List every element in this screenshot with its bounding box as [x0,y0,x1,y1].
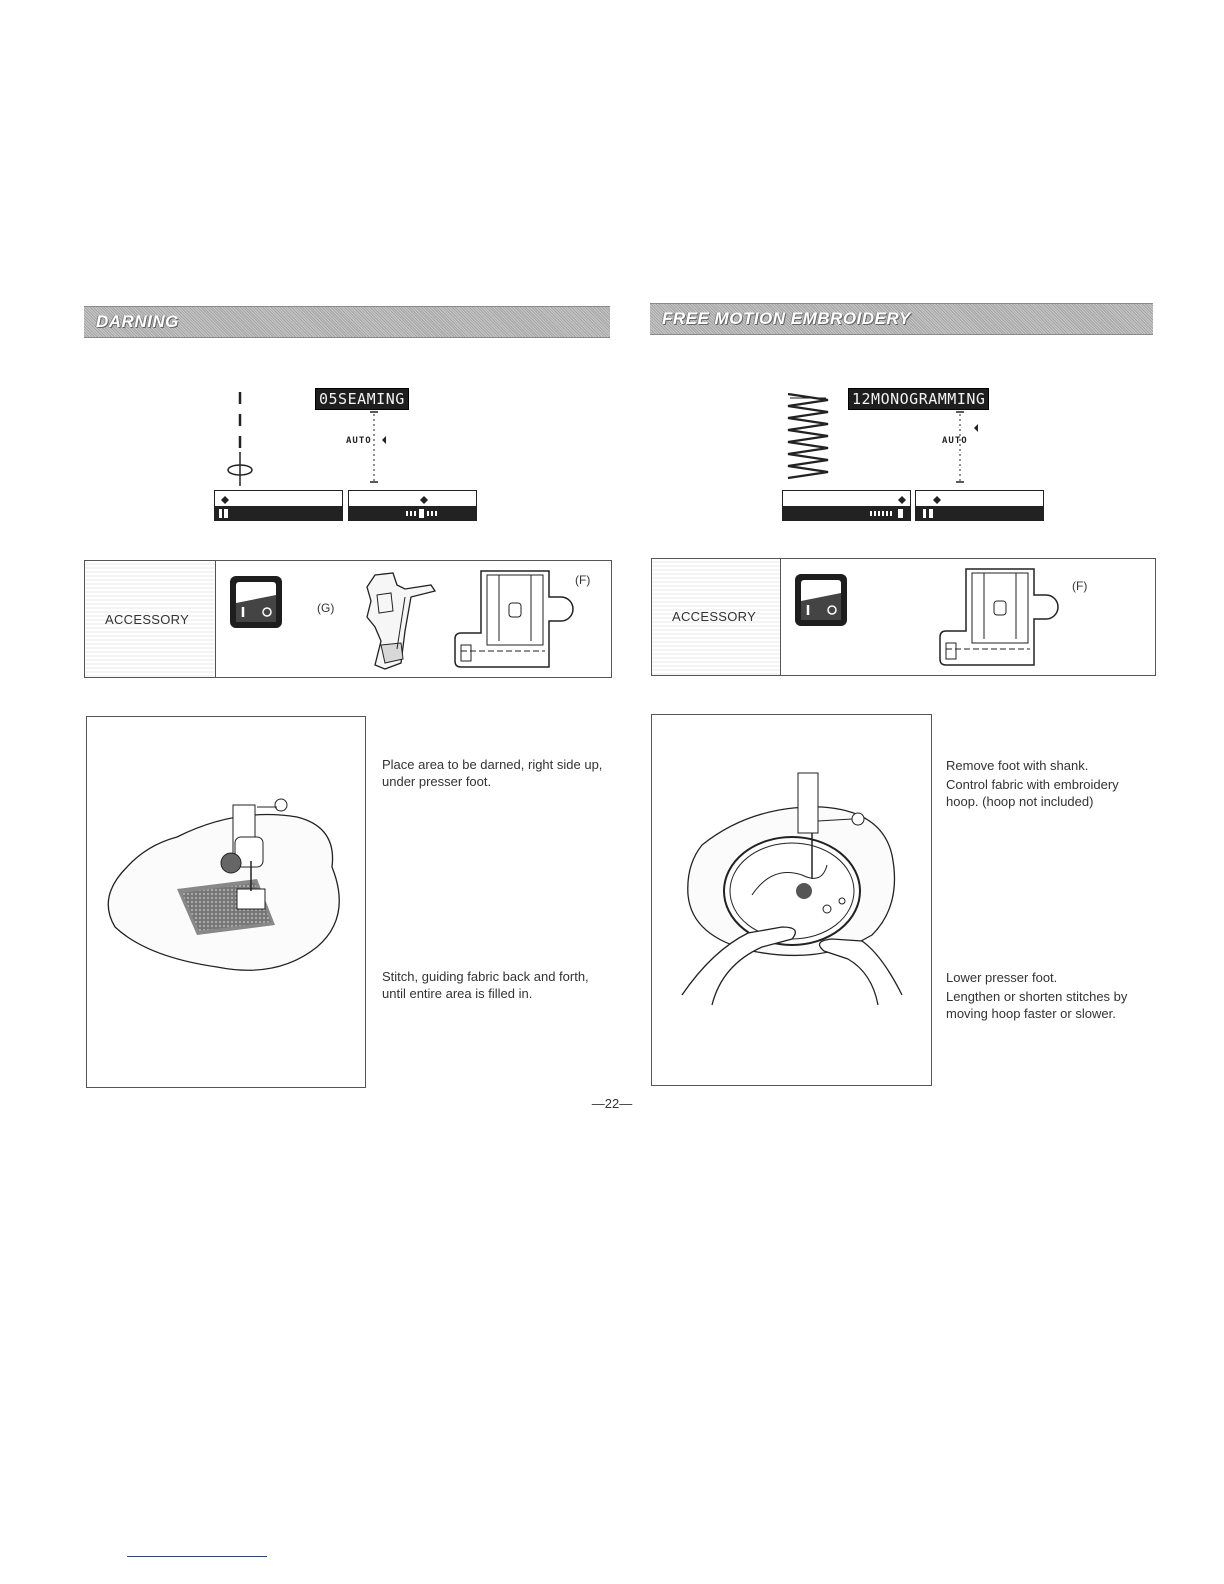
darning-foot-f-label: (F) [575,573,591,587]
darning-foot-f-icon [453,567,579,673]
embroidery-instruction-2a: Lower presser foot. [946,970,1058,985]
darning-instruction-1: Place area to be darned, right side up, under presser foot. [382,757,603,789]
feed-dog-switch-icon [229,575,283,629]
embroidery-length-slider [915,490,1045,522]
darning-section-title: DARNING [96,312,179,331]
darning-instruction-2: Stitch, guiding fabric back and forth, until entire area is filled in. [382,969,589,1001]
feed-dog-switch-icon [794,573,848,627]
foot-g-label: (G) [317,601,335,615]
darning-section-header [84,306,610,338]
darning-auto-label: AUTO [346,436,372,446]
embroidery-foot-f-label: (F) [1072,579,1088,593]
embroidery-section-title: FREE MOTION EMBROIDERY [662,309,911,328]
embroidery-section-header [650,303,1153,335]
embroidery-lcd-pattern: 12MONOGRAMMING [848,388,989,410]
darning-accessory-label: ACCESSORY [105,612,190,627]
darning-length-indicator [360,410,390,490]
embroidery-instruction-1b: Control fabric with embroidery hoop. (hoop not included) [946,777,1119,809]
darning-illustration-box [86,716,366,1088]
embroidery-width-slider [782,490,912,522]
darning-accessory-table [84,560,612,678]
darning-length-slider [348,490,478,522]
darning-illustration [87,717,365,1087]
darning-lcd-pattern: 05SEAMING [315,388,409,410]
darning-width-slider [214,490,344,522]
zigzag-stitch-icon [784,392,834,484]
embroidery-illustration [652,715,931,1085]
embroidery-auto-label: AUTO [942,436,968,446]
embroidery-accessory-label: ACCESSORY [672,609,757,624]
straight-stitch-icon [225,390,255,490]
page-number: —22— [591,1096,633,1111]
footer-rule [127,1556,267,1557]
darning-foot-g-icon [345,571,435,673]
embroidery-accessory-table [651,558,1156,676]
embroidery-illustration-box [651,714,932,1086]
embroidery-foot-f-icon [938,565,1064,671]
embroidery-instruction-2b: Lengthen or shorten stitches by moving hoop faster or slower. [946,989,1128,1021]
embroidery-length-indicator [950,410,980,490]
embroidery-instruction-1a: Remove foot with shank. [946,758,1089,773]
